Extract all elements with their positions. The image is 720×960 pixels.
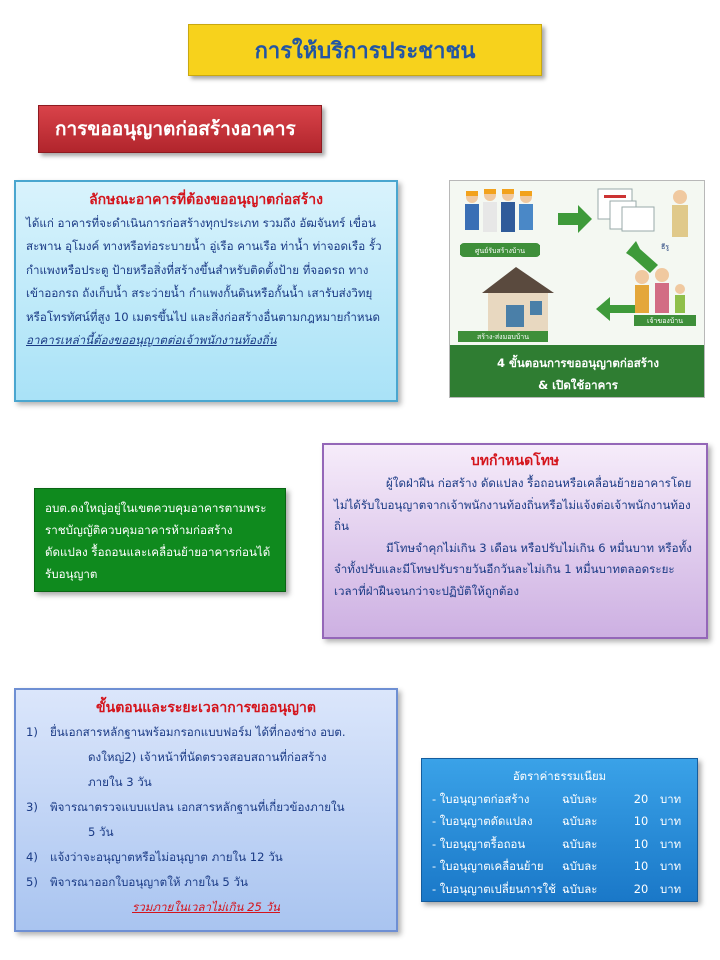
page-title [188,24,542,76]
fee-amount: 10 [633,814,649,828]
label-bottom-right: เจ้าของบ้าน [647,317,683,325]
fee-unit: ฉบับละ [562,859,598,873]
section-subtitle [38,105,322,153]
list-item [26,870,386,895]
step-text: ยื่นเอกสารหลักฐานพร้อมกรอกแบบฟอร์ม ได้ที่กองช่าง อบต. [50,725,346,739]
steps-heading: ขั้นตอนและระยะเวลาการขออนุญาต [96,700,316,716]
fee-amount: 10 [633,836,649,851]
section-subtitle-text: การขออนุญาตก่อสร้างอาคาร [55,118,296,140]
fee-name: - ใบอนุญาตรื้อถอน [432,836,526,851]
fee-unit: ฉบับละ [562,836,598,851]
step-text: พิจารณาตรวจแบบแปลน เอกสารหลักฐานที่เกี่ยวข้องภายใน [50,800,345,814]
fee-amount: 20 [633,881,649,896]
caption-line2: & เปิดใช้อาคาร [538,378,618,392]
step-text: พิจารณาออกใบอนุญาตให้ ภายใน 5 วัน [50,875,248,889]
fee-name: - ใบอนุญาตก่อสร้าง [432,791,530,806]
infographic-image [449,180,705,398]
table-row [432,878,687,901]
fee-heading: อัตราค่าธรรมเนียม [512,769,607,783]
table-row [432,810,687,833]
label-builder-center: ศูนย์รับสร้างบ้าน [474,247,526,255]
jurisdiction-text: อบต.ดงใหญ่อยู่ในเขตควบคุมอาคารตามพระราชบัญญัติควบคุมอาคารห้ามก่อสร้าง ดัดแปลง รื้อถอนและเคลื่อนย้ายอาคารก่อนได้รับอนุญาต [45,501,271,581]
penalty-para2: มีโทษจำคุกไม่เกิน 3 เดือน หรือปรับไม่เกิน 6 หมื่นบาท หรือทั้งจำทั้งปรับและมีโทษปรับรายวันอีกวันละไม่เกิน 1 หมื่นบาทตลอดระยะเวลาที่ฝ่าฝืนจนกว่าจะปฏิบัติให้ถูกต้อง [334,540,692,598]
fee-currency: บาท [660,814,682,828]
table-row [432,788,687,811]
building-types-link: อาคารเหล่านี้ต้องขออนุญาตต่อเจ้าพนักงานท้องถิ่น [26,333,277,348]
label-bottom-left: สร้าง-ส่งมอบบ้าน [476,333,530,341]
fee-name: - ใบอนุญาตดัดแปลง [432,814,533,828]
fee-unit: ฉบับละ [562,881,598,896]
penalty-para1: ผู้ใดฝ่าฝืน ก่อสร้าง ดัดแปลง รื้อถอนหรือเคลื่อนย้ายอาคารโดยไม่ได้รับใบอนุญาตจากเจ้าพนักงานท้องถิ่นหรือไม่แจ้งต่อเจ้าพนักงานท้องถิ่น [334,476,692,534]
step-number: 1) [26,725,38,739]
fee-box [421,758,698,902]
fee-currency: บาท [660,859,682,873]
fee-amount: 10 [633,859,649,873]
page-title-text: การให้บริการประชาชน [254,38,476,64]
jurisdiction-box [34,488,286,592]
fee-name: - ใบอนุญาตเปลี่ยนการใช้ [432,881,556,896]
step-continuation: ภายใน 3 วัน [88,775,152,789]
fee-currency: บาท [660,791,682,806]
step-text: แจ้งว่าจะอนุญาตหรือไม่อนุญาต ภายใน 12 วัน [50,850,283,864]
step-continuation: ดงใหญ่2) เจ้าหน้าที่นัดตรวจสอบสถานที่ก่อสร้าง [88,750,327,764]
caption-line1: 4 ขั้นตอนการขออนุญาตก่อสร้าง [497,356,659,370]
table-row [432,833,687,856]
step-number: 3) [26,800,38,814]
fee-name: - ใบอนุญาตเคลื่อนย้าย [432,859,544,873]
list-item [26,795,386,820]
fee-amount: 20 [633,791,649,806]
building-types-box [14,180,398,402]
step-continuation: 5 วัน [88,825,114,839]
penalty-heading: บทกำหนดโทษ [470,453,560,469]
fee-currency: บาท [660,836,682,851]
step-number: 4) [26,850,38,864]
table-row [432,855,687,878]
fee-unit: ฉบับละ [562,814,598,828]
steps-total: รวมภายในเวลาไม่เกิน 25 วัน [132,900,280,914]
infographic-illustration [450,181,705,398]
step-number: 5) [26,875,38,889]
fee-unit: ฉบับละ [562,791,598,806]
fee-currency: บาท [660,881,682,896]
building-types-heading: ลักษณะอาคารที่ต้องขออนุญาตก่อสร้าง [89,192,323,208]
list-item [26,720,386,745]
building-types-body [26,212,386,352]
penalty-box [322,443,708,639]
building-types-text: ได้แก่ อาคารที่จะดำเนินการก่อสร้างทุกประเภท รวมถึง อัฒจันทร์ เขื่อน สะพาน อุโมงค์ ทางหรือท่อระบายน้ำ อู่เรือ คานเรือ ท่าน้ำ ท่าจอดเรือ รั้ว กำแพงหรือประตู ป้ายหรือสิ่งที่สร้างขึ้นสำหรับติดตั้งป้าย ที่จอดรถ ทางเข้าออกรถ ถังเก็บน้ำ สระว่ายน้ำ กำแพงกั้นดินหรือกั้นน้ำ เสารับส่งวิทยุหรือโทรทัศน์ที่สูง 10 เมตรขึ้นไป และสิ่งก่อสร้างอื่นตามกฎหมายกำหนด [26,216,382,324]
list-item [26,845,386,870]
steps-box [14,688,398,932]
label-right: ธีรู [660,243,670,251]
